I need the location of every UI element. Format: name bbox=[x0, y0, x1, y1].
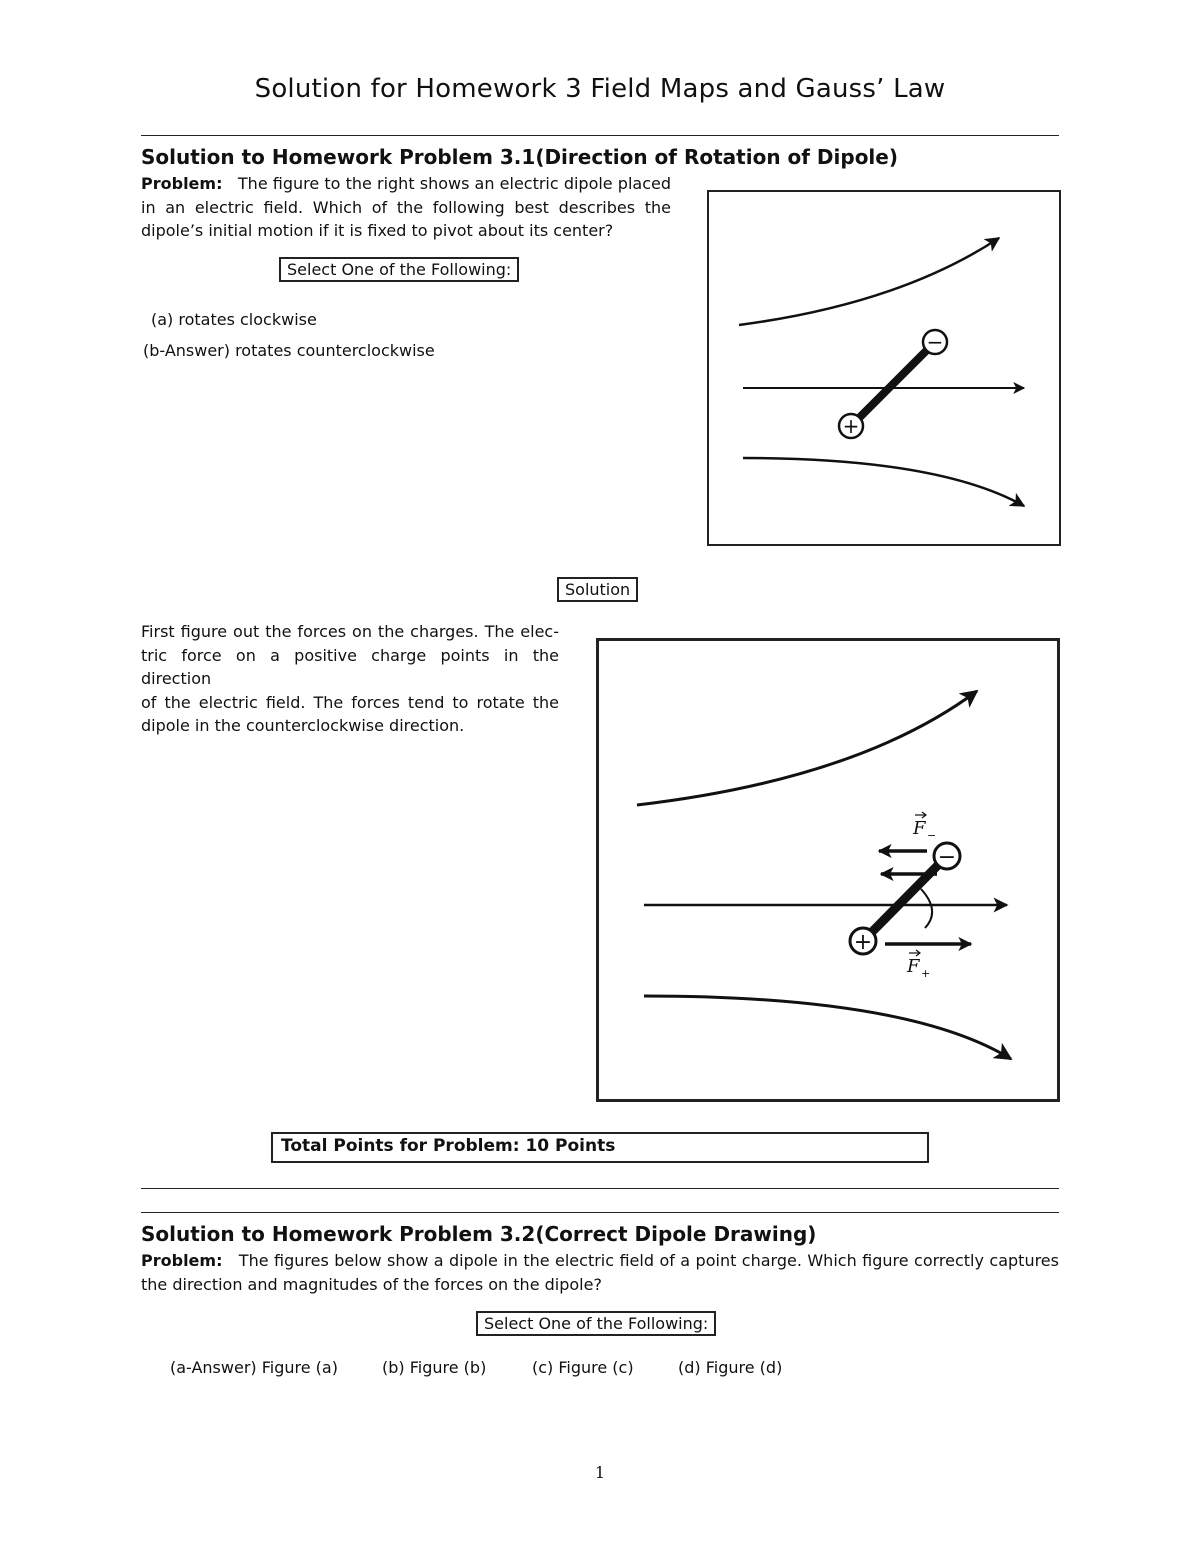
problem-1-statement bbox=[141, 172, 671, 243]
solution-line: tric force on a positive charge points in the direction bbox=[141, 645, 559, 688]
option-d[interactable]: (d) Figure (d) bbox=[678, 1358, 783, 1377]
svg-text:−: − bbox=[926, 330, 944, 354]
page-title: Solution for Homework 3 Field Maps and Gauss’ Law bbox=[254, 74, 946, 104]
dipole-rod bbox=[863, 856, 947, 941]
select-one-label: Select One of the Following: bbox=[476, 1311, 716, 1336]
force-plus-label bbox=[906, 950, 930, 980]
problem-2-heading: Solution to Homework Problem 3.2(Correct Dipole Drawing) bbox=[141, 1222, 817, 1246]
option-b-answer[interactable]: (b-Answer) rotates counterclockwise bbox=[143, 341, 435, 360]
solution-line: First figure out the forces on the charges. The elec- bbox=[141, 622, 559, 641]
option-a[interactable]: (a) rotates clockwise bbox=[151, 310, 317, 329]
problem-line: in an electric field. Which of the following best describes the bbox=[141, 197, 671, 217]
negative-charge bbox=[923, 330, 947, 354]
problem-label: Problem: bbox=[141, 174, 223, 193]
problem-line: The figure to the right shows an electric dipole placed bbox=[237, 174, 671, 193]
total-points: Total Points for Problem: 10 Points bbox=[271, 1132, 929, 1163]
dipole-forces-figure bbox=[596, 638, 1060, 1102]
force-minus-label bbox=[912, 812, 936, 842]
problem-line: dipole’s initial motion if it is fixed to pivot about its center? bbox=[141, 221, 614, 240]
field-line-top bbox=[739, 238, 999, 325]
negative-charge bbox=[934, 843, 960, 870]
dipole-rod bbox=[851, 342, 935, 426]
select-one-label: Select One of the Following: bbox=[279, 257, 519, 282]
rotation-arrow bbox=[921, 889, 932, 928]
page-number: 1 bbox=[594, 1463, 606, 1482]
solution-text bbox=[141, 620, 559, 738]
svg-text:+: + bbox=[853, 930, 873, 955]
svg-text:+: + bbox=[842, 414, 860, 438]
problem-label: Problem: bbox=[141, 1251, 223, 1270]
dipole-field-diagram bbox=[709, 192, 1058, 543]
positive-charge bbox=[850, 928, 876, 955]
svg-text:F: F bbox=[913, 818, 926, 839]
dipole-figure bbox=[707, 190, 1061, 546]
problem-line: The figures below show a dipole in the electric field of a point charge. Which figure correctly captures bbox=[238, 1251, 1059, 1270]
divider bbox=[141, 1212, 1059, 1213]
problem-1-heading: Solution to Homework Problem 3.1(Direction of Rotation of Dipole) bbox=[141, 145, 898, 169]
option-a-answer[interactable]: (a-Answer) Figure (a) bbox=[170, 1358, 338, 1377]
option-b[interactable]: (b) Figure (b) bbox=[382, 1358, 487, 1377]
solution-line: dipole in the counterclockwise direction. bbox=[141, 716, 465, 735]
solution-line: of the electric field. The forces tend to rotate the bbox=[141, 692, 559, 712]
svg-text:−: − bbox=[927, 829, 937, 842]
solution-label: Solution bbox=[557, 577, 638, 602]
svg-text:−: − bbox=[937, 845, 957, 870]
problem-2-statement bbox=[141, 1249, 1059, 1296]
svg-text:+: + bbox=[921, 967, 931, 980]
problem-line: the direction and magnitudes of the forces on the dipole? bbox=[141, 1274, 602, 1294]
svg-text:F: F bbox=[907, 956, 920, 977]
positive-charge bbox=[839, 414, 863, 438]
dipole-forces-diagram bbox=[599, 641, 1057, 1099]
divider bbox=[141, 1188, 1059, 1189]
field-line-bottom bbox=[743, 458, 1024, 506]
option-c[interactable]: (c) Figure (c) bbox=[532, 1358, 634, 1377]
field-line-bottom bbox=[644, 996, 1011, 1059]
divider bbox=[141, 135, 1059, 136]
field-line-top bbox=[637, 691, 977, 805]
